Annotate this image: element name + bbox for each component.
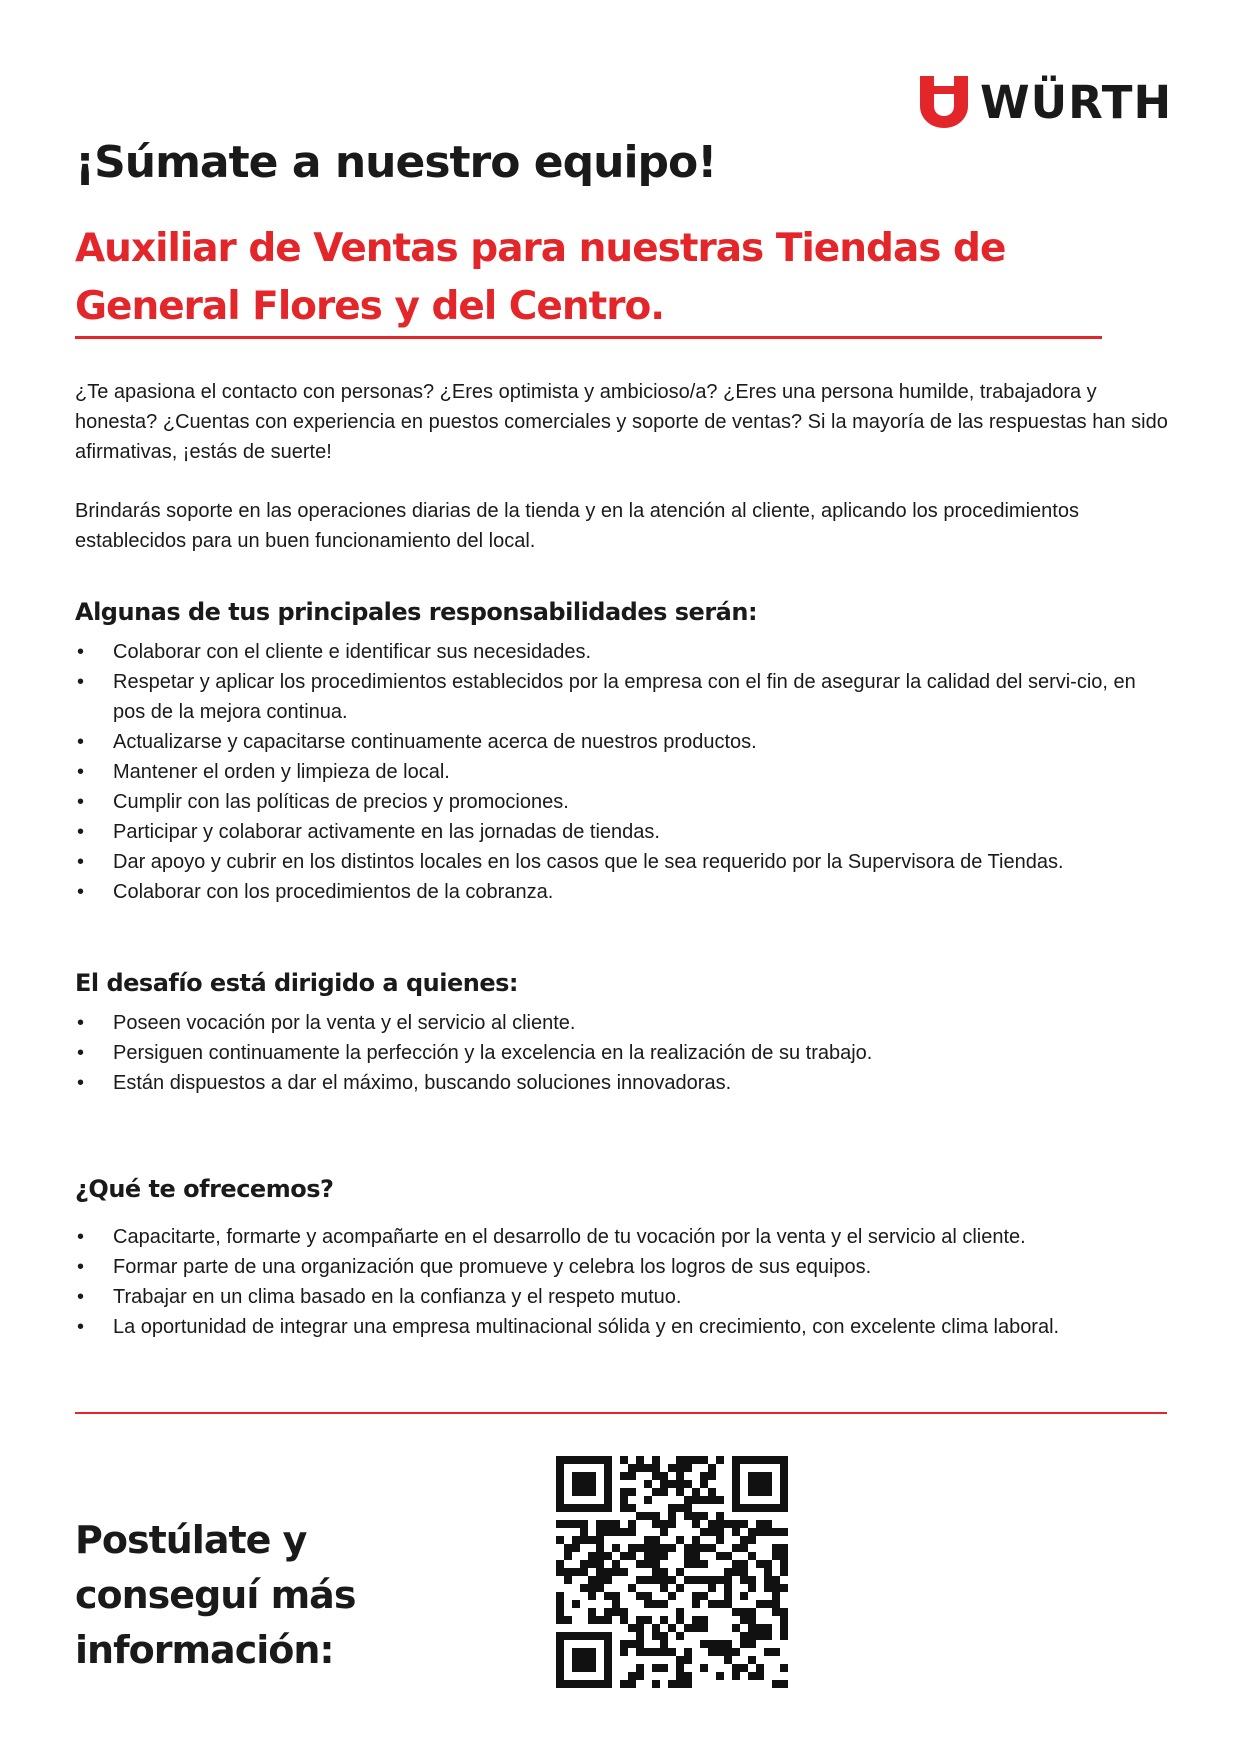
job-title: Auxiliar de Ventas para nuestras Tiendas de General Flores y del Centro. — [75, 226, 1006, 329]
list-item: • La oportunidad de integrar una empresa multinacional sólida y en crecimiento, con excelente clima laboral. — [75, 1312, 1170, 1342]
list-item: • Actualizarse y capacitarse continuamente acerca de nuestros productos. — [75, 727, 1170, 757]
list-item: • Participar y colaborar activamente en las jornadas de tiendas. — [75, 817, 1170, 847]
qr-code[interactable] — [556, 1456, 788, 1688]
wurth-logo-text: WÜRTH — [980, 75, 1173, 129]
responsibilities-list — [75, 637, 1170, 907]
responsibilities-heading: Algunas de tus principales responsabilidades serán: — [75, 598, 758, 626]
audience-heading: El desafío está dirigido a quienes: — [75, 969, 518, 997]
audience-list — [75, 1008, 1170, 1098]
list-item: • Cumplir con las políticas de precios y promociones. — [75, 787, 1170, 817]
footer-divider — [75, 1412, 1167, 1414]
list-item: • Respetar y aplicar los procedimientos establecidos por la empresa con el fin de asegurar la calidad del servi-cio, en pos de la mejora continua. — [75, 667, 1170, 727]
list-item: • Capacitarte, formarte y acompañarte en el desarrollo de tu vocación por la venta y el servicio al cliente. — [75, 1222, 1170, 1252]
offer-heading: ¿Qué te ofrecemos? — [75, 1175, 334, 1203]
list-item: • Mantener el orden y limpieza de local. — [75, 757, 1170, 787]
offer-list — [75, 1222, 1170, 1342]
list-item: • Dar apoyo y cubrir en los distintos locales en los casos que le sea requerido por la Supervisora de Tiendas. — [75, 847, 1170, 877]
intro-paragraph: Brindarás soporte en las operaciones diarias de la tienda y en la atención al cliente, aplicando los procedimientos establecidos para un buen funcionamiento del local. — [75, 500, 1079, 552]
list-item: • Colaborar con el cliente e identificar sus necesidades. — [75, 637, 1170, 667]
wurth-logo-mark — [920, 76, 968, 128]
list-item: • Poseen vocación por la venta y el servicio al cliente. — [75, 1008, 1170, 1038]
list-item: • Colaborar con los procedimientos de la cobranza. — [75, 877, 1170, 907]
list-item: • Están dispuestos a dar el máximo, buscando soluciones innovadoras. — [75, 1068, 1170, 1098]
headline: ¡Súmate a nuestro equipo! — [75, 137, 717, 188]
intro-paragraph: ¿Te apasiona el contacto con personas? ¿Eres optimista y ambicioso/a? ¿Eres una persona humilde, trabajadora y honesta? ¿Cuentas con experiencia en puestos comerciales y soporte de ventas? Si la mayoría de las respuestas han sido afirmativas, ¡estás de suerte! — [75, 381, 1168, 463]
title-divider — [75, 336, 1102, 339]
list-item: • Formar parte de una organización que promueve y celebra los logros de sus equipos. — [75, 1252, 1170, 1282]
list-item: • Trabajar en un clima basado en la confianza y el respeto mutuo. — [75, 1282, 1170, 1312]
list-item: • Persiguen continuamente la perfección y la excelencia en la realización de su trabajo. — [75, 1038, 1170, 1068]
wurth-logo — [920, 76, 1172, 128]
cta-text: Postúlate y conseguí más información: — [75, 1518, 356, 1672]
